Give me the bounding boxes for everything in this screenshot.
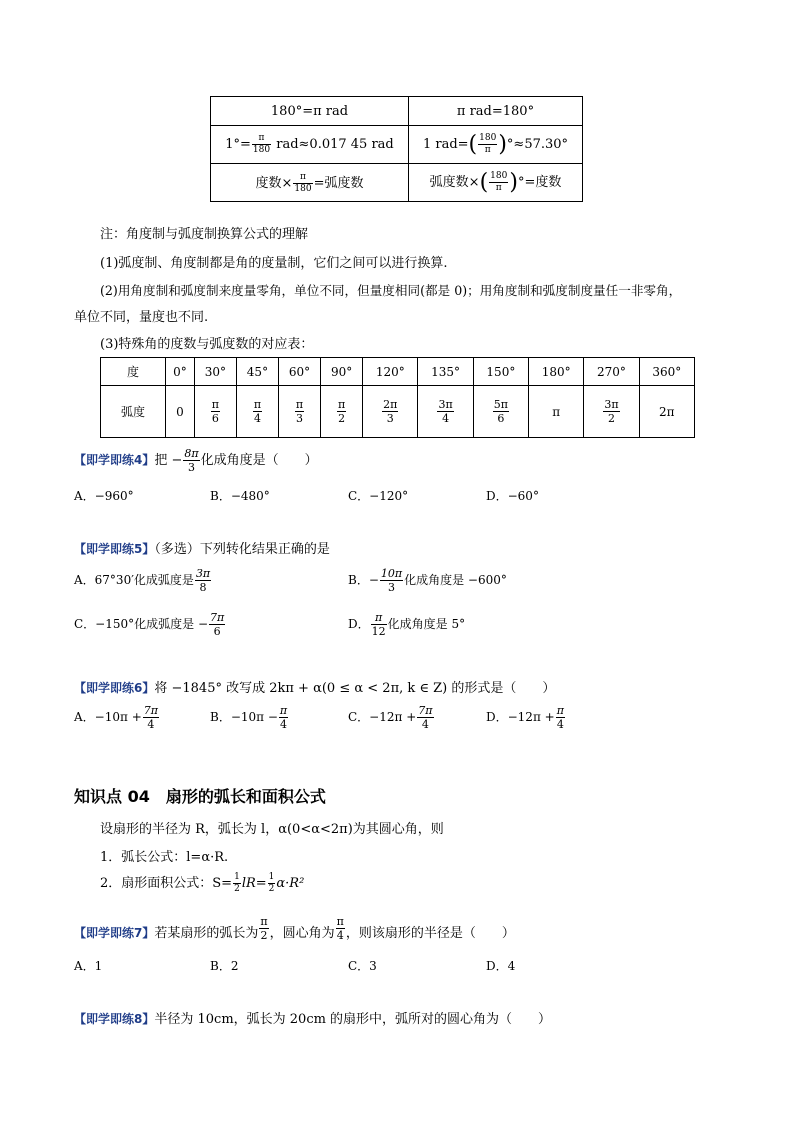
question-text: （多选）下列转化结果正确的是 xyxy=(154,542,330,557)
fraction xyxy=(417,705,433,730)
question-text: ，则该扇形的半径是（ ） xyxy=(345,926,515,941)
radian-cell: π xyxy=(529,386,584,438)
numerator: π xyxy=(253,398,262,411)
option-text: B．−10π − xyxy=(210,710,278,724)
exercise-tag: 【即学即练8】 xyxy=(74,1012,155,1026)
option-text: C．−150°化成弧度是 − xyxy=(74,617,209,631)
degree-cell: 60° xyxy=(278,358,320,386)
conversion-table xyxy=(210,96,583,202)
cell-text: 弧度数× xyxy=(429,175,480,190)
table-row xyxy=(211,164,583,202)
denominator: 12 xyxy=(371,625,386,638)
radian-cell xyxy=(473,386,528,438)
fraction xyxy=(382,399,398,424)
denominator: 6 xyxy=(211,412,219,425)
denominator: 180 xyxy=(252,145,271,155)
numerator: 3π xyxy=(604,398,619,411)
fraction xyxy=(252,134,271,155)
denominator: 4 xyxy=(253,412,261,425)
formula-text: 2．扇形面积公式：S= xyxy=(100,876,233,891)
denominator: 4 xyxy=(421,718,429,731)
fraction xyxy=(556,705,565,730)
cell-text: 1 rad= xyxy=(422,137,469,152)
fraction xyxy=(371,612,387,637)
denominator: 8 xyxy=(199,581,207,594)
degree-cell: 180° xyxy=(529,358,584,386)
question-5 xyxy=(74,538,330,557)
option-a[interactable] xyxy=(74,705,160,730)
degree-cell: 150° xyxy=(473,358,528,386)
numerator: 2π xyxy=(383,398,398,411)
fraction xyxy=(337,399,346,424)
note-p2a: (2)用角度制和弧度制来度量零角，单位不同，但量度相同(都是 0)；用角度制和弧度制度量任一非零角， xyxy=(100,283,682,298)
cell-text: 1°= xyxy=(225,137,251,152)
fraction xyxy=(143,705,159,730)
denominator: 2 xyxy=(260,929,268,942)
fraction xyxy=(478,134,497,155)
table-cell: 1 rad=( $\frac{180}{\pi}$ )°≈57.30° xyxy=(409,126,583,164)
radian-cell xyxy=(236,386,278,438)
fraction xyxy=(259,916,268,941)
denominator: 3 xyxy=(188,461,195,474)
option-a[interactable]: A．1 xyxy=(74,959,103,973)
option-c[interactable]: C．−120° xyxy=(348,489,409,503)
denominator: 4 xyxy=(280,718,288,731)
radian-cell xyxy=(194,386,236,438)
section-intro: 设扇形的半径为 R，弧长为 l，α(0<α<2π)为其圆心角，则 xyxy=(100,822,444,837)
denominator: 2 xyxy=(268,884,275,894)
exercise-tag: 【即学即练5】 xyxy=(74,542,155,556)
note-p3: (3)特殊角的度数与弧度数的对应表： xyxy=(100,337,314,352)
numerator: 5π xyxy=(493,398,508,411)
fraction xyxy=(493,399,509,424)
denominator: 4 xyxy=(336,929,344,942)
option-text: A．67°30′化成弧度是 xyxy=(74,573,194,587)
numerator: π xyxy=(293,173,312,184)
denominator: 4 xyxy=(556,718,564,731)
question-text: 半径为 10cm，弧长为 20cm 的扇形中，弧所对的圆心角为（ ） xyxy=(154,1012,552,1027)
numerator: π xyxy=(371,612,387,625)
fraction xyxy=(295,399,304,424)
table-cell: 弧度数×( $\frac{180}{\pi}$ )°=度数 xyxy=(409,164,583,202)
numerator: 180 xyxy=(490,171,508,181)
question-text: 将 −1845° 改写成 2kπ + α(0 ≤ α < 2π, k ∈ Z) 的形式是（ ） xyxy=(154,681,556,696)
denominator: 3 xyxy=(386,412,394,425)
numerator: 7π xyxy=(418,704,433,717)
denominator: 180 xyxy=(294,183,312,194)
numerator: 7π xyxy=(143,704,158,717)
denominator: 6 xyxy=(213,625,221,638)
numerator: 180 xyxy=(479,133,497,143)
table-cell xyxy=(211,97,409,126)
formula-text: α·R² xyxy=(276,876,305,891)
option-b[interactable] xyxy=(348,568,507,593)
exercise-tag: 【即学即练4】 xyxy=(74,453,155,467)
question-text: ，圆心角为 xyxy=(269,926,335,941)
denominator: 6 xyxy=(497,412,505,425)
radian-cell: 2π xyxy=(639,386,694,438)
fraction xyxy=(253,399,262,424)
degree-cell: 45° xyxy=(236,358,278,386)
fraction xyxy=(380,568,403,593)
radian-cell xyxy=(321,386,363,438)
option-d[interactable]: D．4 xyxy=(486,959,516,973)
question-text: 把 − xyxy=(154,453,183,468)
option-text: D． xyxy=(348,617,370,631)
denominator: 4 xyxy=(147,718,155,731)
option-d[interactable]: D．−60° xyxy=(486,489,539,503)
question-text: 若某扇形的弧长为 xyxy=(154,926,259,941)
numerator: 3π xyxy=(195,567,211,580)
fraction xyxy=(183,448,199,473)
radian-cell: 0 xyxy=(166,386,195,438)
option-c[interactable]: C．3 xyxy=(348,959,377,973)
table-cell xyxy=(211,164,409,202)
table-row xyxy=(211,126,583,164)
question-7 xyxy=(74,916,515,941)
option-d[interactable] xyxy=(348,612,465,637)
numerator: π xyxy=(211,398,219,411)
formula-arc-length: 1．弧长公式：l=α·R. xyxy=(100,850,229,865)
option-c[interactable] xyxy=(74,612,226,637)
numerator: 7π xyxy=(210,611,225,624)
option-a[interactable]: A．−960° xyxy=(74,489,134,503)
denominator: 3 xyxy=(387,581,395,594)
option-text: B．− xyxy=(348,573,379,587)
radian-cell xyxy=(278,386,320,438)
option-text: C．−12π + xyxy=(348,710,417,724)
cell-text: =弧度数 xyxy=(313,175,364,191)
denominator: 3 xyxy=(296,412,304,425)
numerator: 10π xyxy=(380,567,403,580)
option-d[interactable] xyxy=(486,705,566,730)
question-text: 化成角度是（ ） xyxy=(200,453,318,468)
table-row xyxy=(211,97,583,126)
fraction xyxy=(195,568,211,593)
exercise-tag: 【即学即练6】 xyxy=(74,681,155,695)
question-6 xyxy=(74,677,555,696)
numerator: π xyxy=(252,134,271,145)
fraction xyxy=(279,705,288,730)
option-b[interactable]: B．−480° xyxy=(210,489,270,503)
cell-text: °=度数 xyxy=(517,175,562,190)
option-a[interactable] xyxy=(74,568,212,593)
numerator: π xyxy=(260,915,268,928)
cell-text: °≈57.30° xyxy=(506,137,569,152)
numerator: π xyxy=(337,398,346,411)
numerator: π xyxy=(279,704,288,717)
note-p1: (1)弧度制、角度制都是角的度量制，它们之间可以进行换算. xyxy=(100,256,448,271)
fraction xyxy=(336,916,345,941)
numerator: 8π xyxy=(184,447,199,460)
numerator: π xyxy=(336,915,344,928)
denominator: 2 xyxy=(607,412,615,425)
denominator: 4 xyxy=(442,412,450,425)
fraction xyxy=(211,399,220,424)
degree-cell: 30° xyxy=(194,358,236,386)
degree-cell: 270° xyxy=(584,358,639,386)
radian-cell xyxy=(363,386,418,438)
denominator: 2 xyxy=(338,412,346,425)
degree-cell: 135° xyxy=(418,358,473,386)
fraction xyxy=(268,873,276,894)
cell-text: rad≈0.017 45 rad xyxy=(272,137,394,152)
exercise-tag: 【即学即练7】 xyxy=(74,926,155,940)
option-text: 化成角度是 5° xyxy=(387,617,466,631)
table-row xyxy=(101,358,695,386)
cell-text: 180°=π rad xyxy=(270,103,349,119)
table-cell xyxy=(409,97,583,126)
option-c[interactable] xyxy=(348,705,435,730)
numerator: π xyxy=(295,398,304,411)
radian-cell xyxy=(418,386,473,438)
numerator: π xyxy=(556,704,564,717)
numerator: 1 xyxy=(234,872,240,882)
denominator: π xyxy=(484,145,491,155)
degree-cell: 90° xyxy=(321,358,363,386)
formula-text: lR= xyxy=(241,876,267,891)
fraction xyxy=(233,873,241,894)
question-4 xyxy=(74,448,318,473)
degree-cell: 360° xyxy=(639,358,694,386)
option-text: 化成角度是 −600° xyxy=(404,573,507,587)
question-8 xyxy=(74,1008,551,1027)
option-b[interactable] xyxy=(210,705,289,730)
degree-cell: 120° xyxy=(363,358,418,386)
radian-cell xyxy=(584,386,639,438)
cell-text: π rad=180° xyxy=(456,103,535,119)
cell-text: 度数× xyxy=(255,175,293,191)
denominator: 2 xyxy=(234,884,240,894)
row-label: 弧度 xyxy=(101,386,166,438)
option-b[interactable]: B．2 xyxy=(210,959,239,973)
option-text: D．−12π + xyxy=(486,710,555,724)
option-text: A．−10π + xyxy=(74,710,142,724)
table-row xyxy=(101,386,695,438)
table-cell xyxy=(211,126,409,164)
numerator: 3π xyxy=(438,398,453,411)
note-p2b: 单位不同，量度也不同. xyxy=(74,310,209,325)
fraction xyxy=(489,172,508,193)
denominator: π xyxy=(495,183,502,193)
formula-area xyxy=(100,872,304,894)
fraction xyxy=(603,399,619,424)
fraction xyxy=(293,173,312,194)
note-title: 注：角度制与弧度制换算公式的理解 xyxy=(100,227,309,242)
row-label: 度 xyxy=(101,358,166,386)
degree-cell: 0° xyxy=(166,358,195,386)
fraction xyxy=(437,399,453,424)
section-heading: 知识点 04 扇形的弧长和面积公式 xyxy=(74,787,326,806)
fraction xyxy=(209,612,225,637)
special-angle-table xyxy=(100,357,695,438)
numerator: 1 xyxy=(268,872,275,882)
